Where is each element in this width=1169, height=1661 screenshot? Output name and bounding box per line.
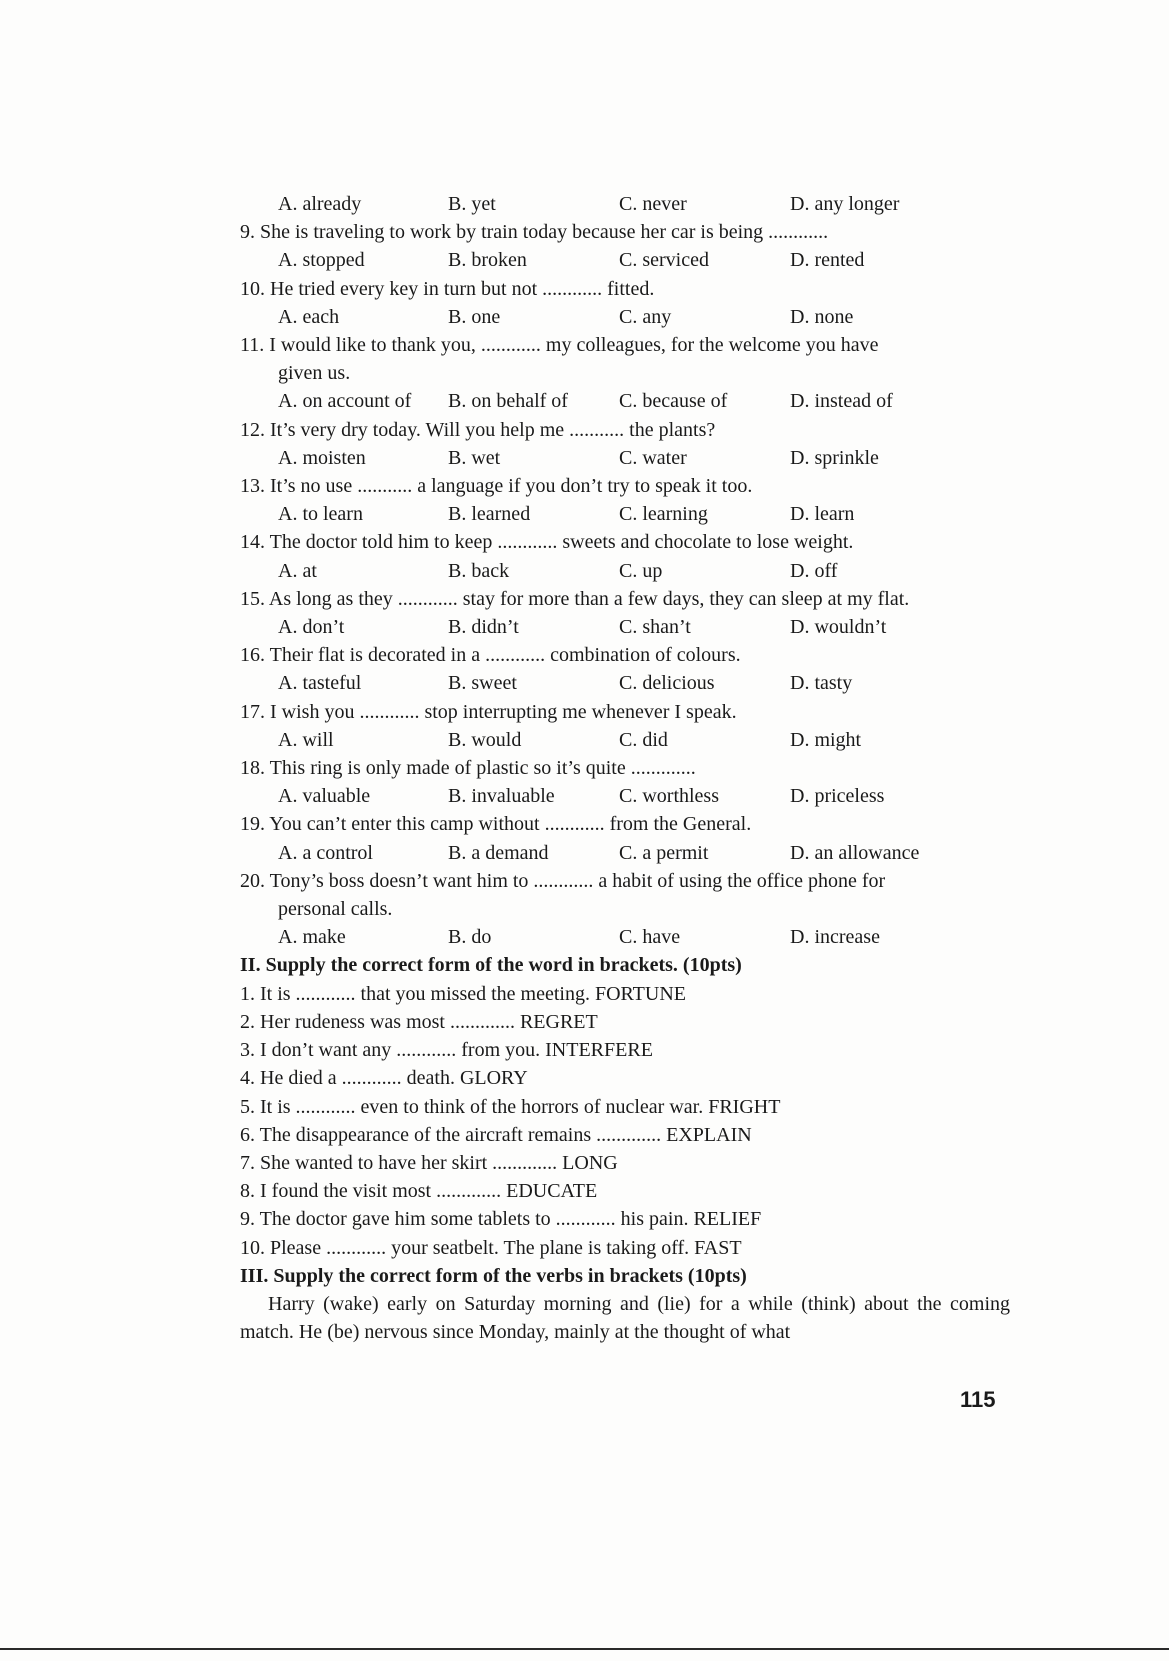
- word-form-item: 4. He died a ............ death. GLORY: [240, 1067, 528, 1090]
- option-a: A. don’t: [278, 616, 345, 639]
- question-12: 12. It’s very dry today. Will you help me ........... the plants?: [240, 418, 716, 441]
- option-b: B. invaluable: [448, 785, 555, 808]
- option-c: C. serviced: [619, 249, 709, 272]
- option-a: A. moisten: [278, 446, 366, 469]
- options-row: [240, 669, 1010, 697]
- section-3-paragraph: Harry (wake) early on Saturday morning and (lie) for a while (think) about the coming match. He (be) nervous since Monday, mainly at the thought of what: [240, 1292, 1010, 1344]
- option-c: C. shan’t: [619, 616, 691, 639]
- option-d: D. learn: [790, 503, 855, 526]
- option-b: B. do: [448, 926, 492, 949]
- option-b: B. yet: [448, 193, 496, 215]
- option-b: B. sweet: [448, 672, 517, 695]
- options-row: [240, 782, 1010, 810]
- option-d: D. sprinkle: [790, 446, 879, 469]
- option-d: D. rented: [790, 249, 865, 272]
- option-d: D. wouldn’t: [790, 616, 887, 639]
- option-b: B. back: [448, 559, 510, 582]
- word-form-item: 8. I found the visit most ............. EDUCATE: [240, 1180, 598, 1203]
- options-row: [240, 190, 1010, 218]
- option-a: A. on account of: [278, 390, 412, 413]
- question-13: 13. It’s no use ........... a language if you don’t try to speak it too.: [240, 475, 753, 498]
- question-11: 11. I would like to thank you, ............ my colleagues, for the welcome you have: [240, 334, 879, 357]
- word-form-item: 5. It is ............ even to think of the horrors of nuclear war. FRIGHT: [240, 1095, 781, 1118]
- option-c: C. water: [619, 446, 687, 469]
- option-c: C. never: [619, 193, 687, 215]
- option-d: D. might: [790, 728, 862, 751]
- options-row: [240, 557, 1010, 585]
- option-b: B. one: [448, 305, 501, 328]
- option-b: B. didn’t: [448, 616, 519, 639]
- page-number: 115: [960, 1387, 996, 1412]
- option-c: C. a permit: [619, 841, 709, 864]
- option-a: A. stopped: [278, 249, 365, 272]
- option-a: A. to learn: [278, 503, 363, 526]
- option-c: C. up: [619, 559, 663, 582]
- question-20: 20. Tony’s boss doesn’t want him to ............ a habit of using the office phone for: [240, 869, 886, 892]
- option-d: D. off: [790, 559, 838, 582]
- word-form-item: 3. I don’t want any ............ from you. INTERFERE: [240, 1039, 653, 1062]
- word-form-item: 7. She wanted to have her skirt ............. LONG: [240, 1151, 618, 1174]
- option-c: C. any: [619, 305, 672, 328]
- question-18: 18. This ring is only made of plastic so it’s quite .............: [240, 757, 696, 780]
- option-d: D. none: [790, 305, 854, 328]
- word-form-item: 6. The disappearance of the aircraft remains ............. EXPLAIN: [240, 1123, 752, 1146]
- option-d: D. instead of: [790, 390, 893, 413]
- option-a: A. will: [278, 728, 334, 751]
- question-20-continuation: personal calls.: [278, 898, 393, 921]
- question-16: 16. Their flat is decorated in a ............ combination of colours.: [240, 644, 741, 667]
- option-d: D. increase: [790, 926, 880, 949]
- option-a: A. make: [278, 926, 346, 949]
- question-19: 19. You can’t enter this camp without ............ from the General.: [240, 813, 752, 836]
- option-c: C. worthless: [619, 785, 719, 808]
- option-d: D. any longer: [790, 193, 900, 215]
- option-b: B. would: [448, 728, 522, 751]
- question-14: 14. The doctor told him to keep ............ sweets and chocolate to lose weight.: [240, 531, 854, 554]
- option-c: C. because of: [619, 390, 728, 413]
- option-c: C. have: [619, 926, 681, 949]
- options-row: [240, 726, 1010, 754]
- section-2-heading: II. Supply the correct form of the word in brackets. (10pts): [240, 954, 742, 977]
- option-a: A. at: [278, 559, 317, 582]
- word-form-item: 2. Her rudeness was most ............. REGRET: [240, 1010, 598, 1033]
- option-b: B. wet: [448, 446, 501, 469]
- option-a: A. each: [278, 305, 340, 328]
- question-11-continuation: given us.: [278, 362, 351, 385]
- option-d: D. priceless: [790, 785, 885, 808]
- option-d: D. tasty: [790, 672, 853, 695]
- question-17: 17. I wish you ............ stop interrupting me whenever I speak.: [240, 700, 737, 723]
- option-b: B. broken: [448, 249, 527, 272]
- option-a: A. already: [278, 193, 362, 215]
- options-row: [240, 387, 1010, 415]
- bottom-rule: [0, 1648, 1169, 1650]
- options-row: [240, 500, 1010, 528]
- option-b: B. a demand: [448, 841, 549, 864]
- option-c: C. learning: [619, 503, 708, 526]
- options-row: [240, 444, 1010, 472]
- question-15: 15. As long as they ............ stay for more than a few days, they can sleep at my flat.: [240, 587, 910, 610]
- option-c: C. delicious: [619, 672, 715, 695]
- question-9: 9. She is traveling to work by train today because her car is being ............: [240, 221, 829, 244]
- option-d: D. an allowance: [790, 841, 920, 864]
- section-3-heading: III. Supply the correct form of the verbs in brackets (10pts): [240, 1264, 747, 1287]
- options-row: [240, 613, 1010, 641]
- word-form-item: 10. Please ............ your seatbelt. The plane is taking off. FAST: [240, 1236, 742, 1259]
- option-a: A. tasteful: [278, 672, 362, 695]
- options-row: [240, 303, 1010, 331]
- option-c: C. did: [619, 728, 668, 751]
- word-form-item: 1. It is ............ that you missed the meeting. FORTUNE: [240, 982, 686, 1005]
- page-content: [240, 190, 1010, 1346]
- options-row: [240, 839, 1010, 867]
- options-row: [240, 923, 1010, 951]
- question-10: 10. He tried every key in turn but not ............ fitted.: [240, 277, 655, 300]
- options-row: [240, 246, 1010, 274]
- option-b: B. on behalf of: [448, 390, 568, 413]
- option-a: A. a control: [278, 841, 373, 864]
- word-form-item: 9. The doctor gave him some tablets to ............ his pain. RELIEF: [240, 1208, 762, 1231]
- option-a: A. valuable: [278, 785, 371, 808]
- option-b: B. learned: [448, 503, 531, 526]
